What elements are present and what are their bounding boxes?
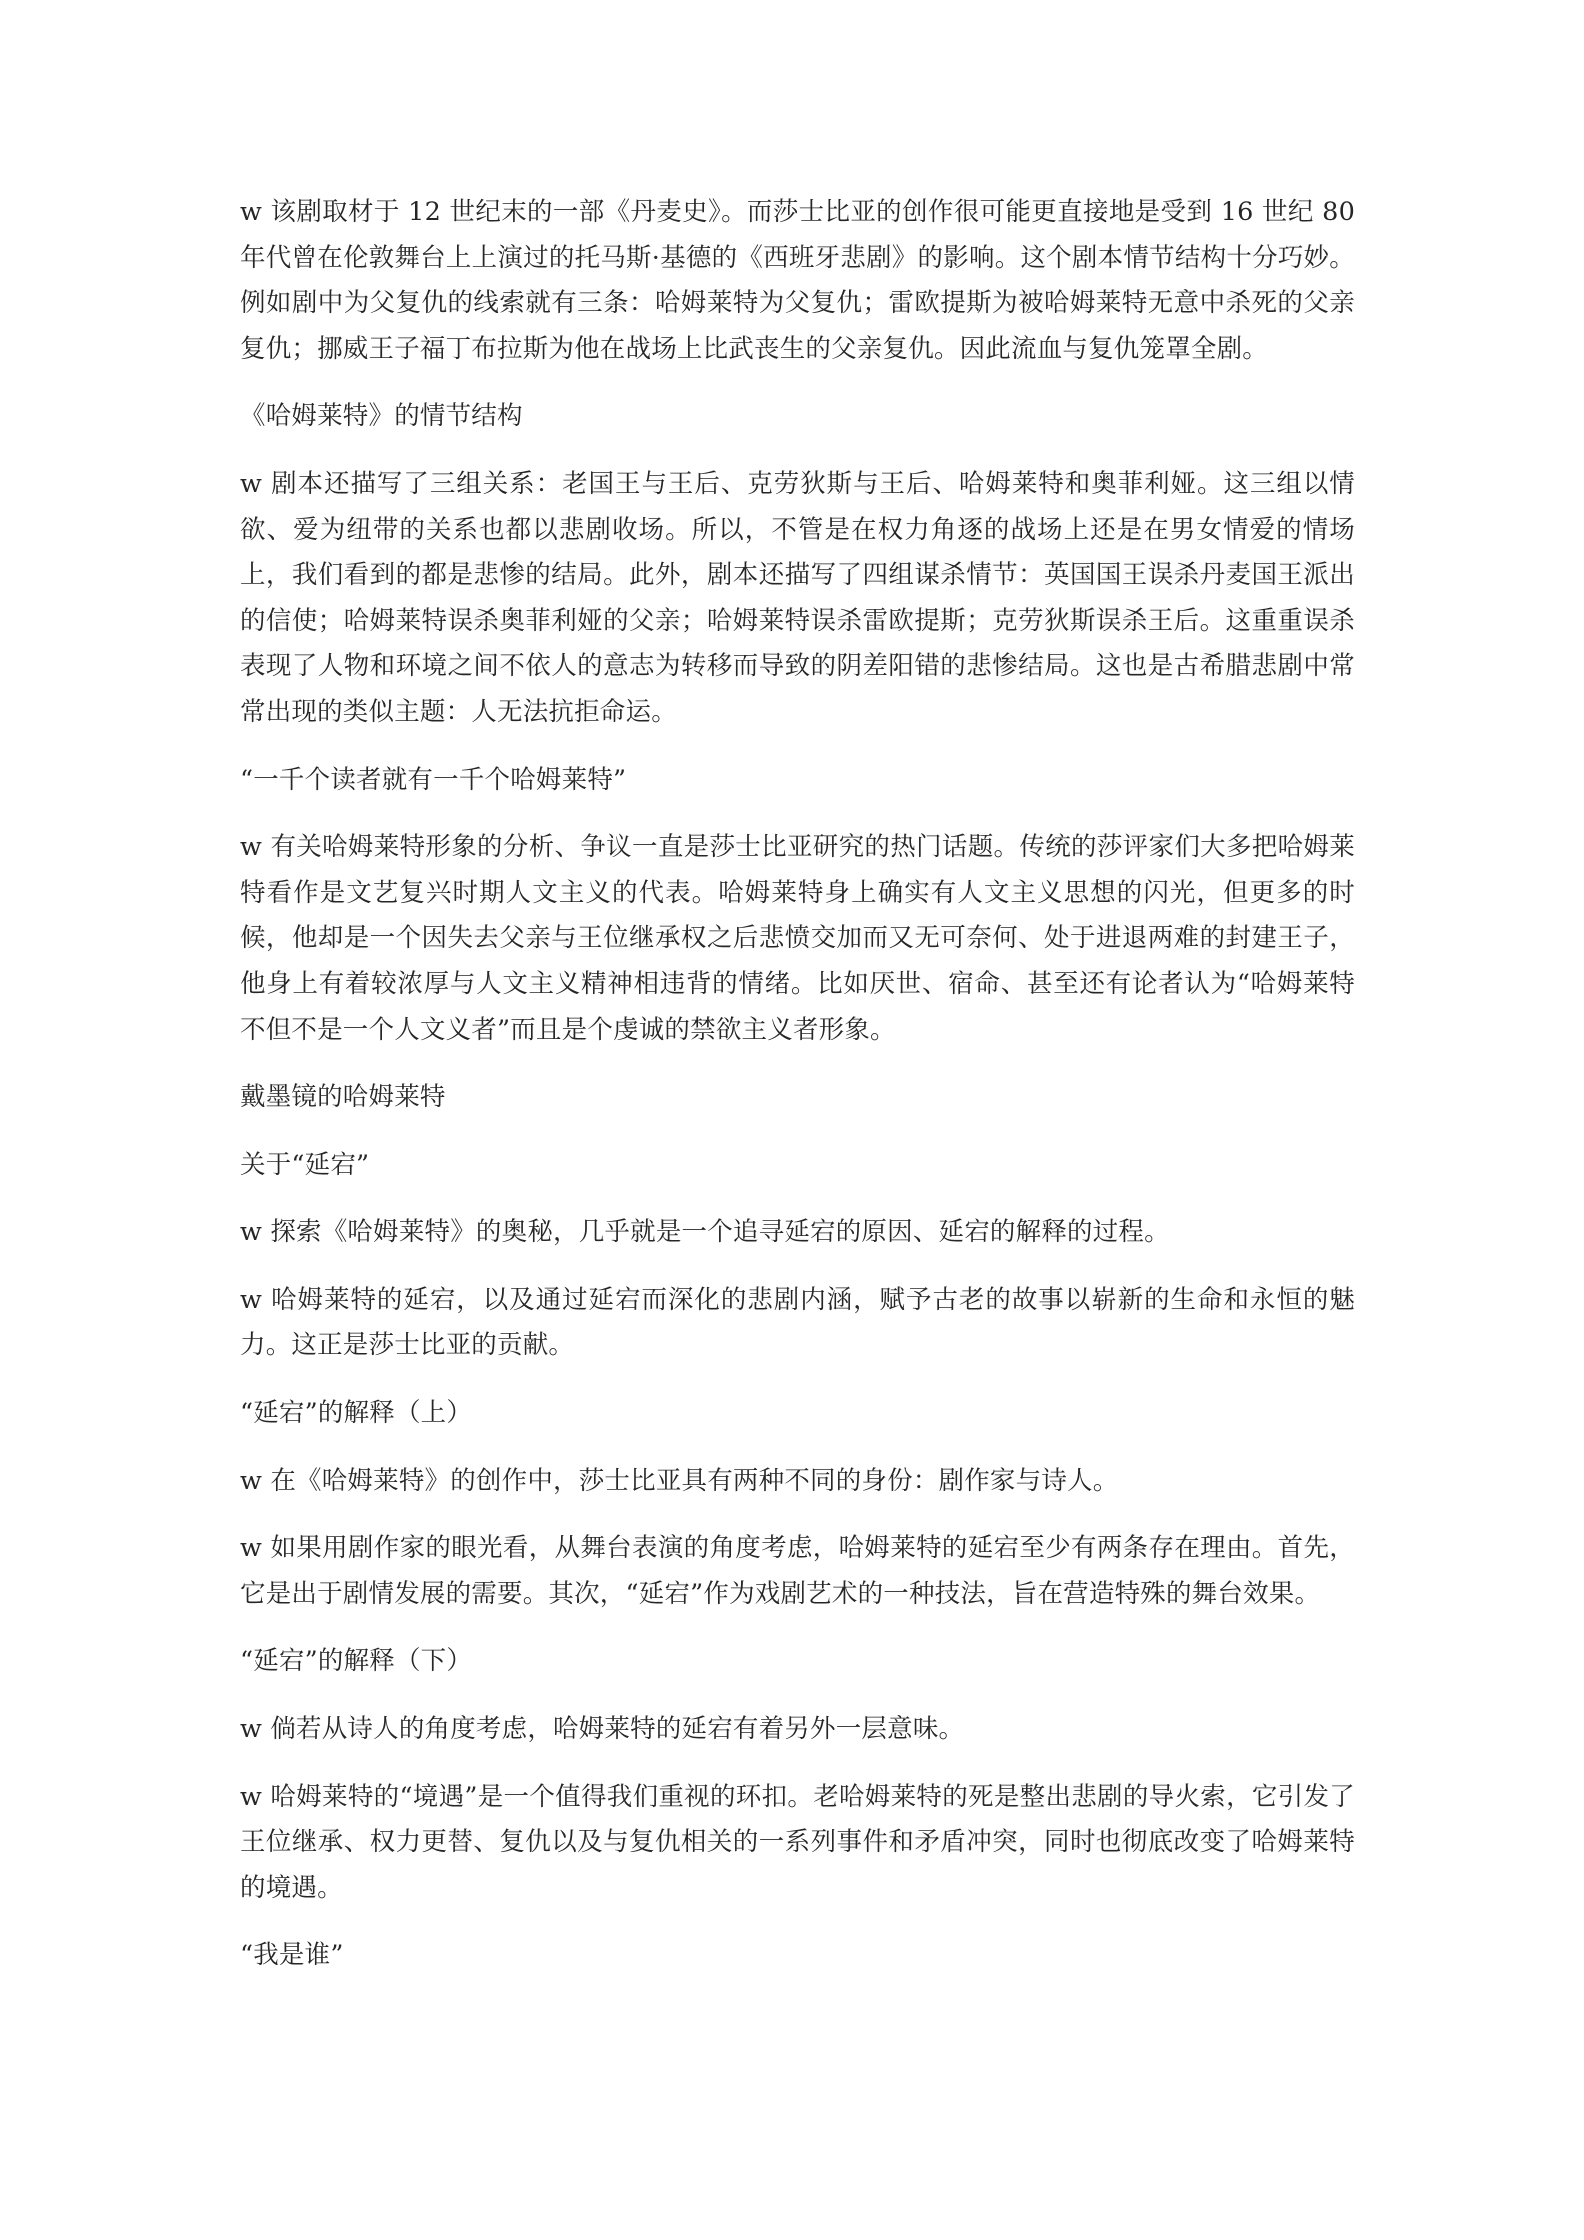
heading-about-delay: 关于“延宕” bbox=[240, 1149, 370, 1180]
paragraph-character-analysis: w 有关哈姆莱特形象的分析、争议一直是莎士比亚研究的热门话题。传统的莎评家们大多把哈姆莱特看作是文艺复兴时期人文主义的代表。哈姆莱特身上确实有人文主义思想的闪光，但更多的时候，他却是一个因失去父亲与王位继承权之后悲愤交加而又无可奈何、处于进退两难的封建王子，他身上有着较浓厚与人文主义精神相违背的情绪。比如厌世、宿命、甚至还有论者认为“哈姆莱特不但不是一个人文义者”而且是个虔诚的禁欲主义者形象。 bbox=[240, 832, 1355, 1045]
heading-delay-explanation-part1: “延宕”的解释（上） bbox=[240, 1398, 473, 1429]
paragraph-explore-mystery: w 探索《哈姆莱特》的奥秘，几乎就是一个追寻延宕的原因、延宕的解释的过程。 bbox=[240, 1217, 1170, 1248]
paragraph-hamlet-situation: w 哈姆莱特的“境遇”是一个值得我们重视的环扣。老哈姆莱特的死是整出悲剧的导火索，它引发了王位继承、权力更替、复仇以及与复仇相关的一系列事件和矛盾冲突，同时也彻底改变了哈姆莱特的境遇。 bbox=[240, 1781, 1355, 1903]
paragraph-two-identities: w 在《哈姆莱特》的创作中，莎士比亚具有两种不同的身份：剧作家与诗人。 bbox=[240, 1465, 1119, 1496]
paragraph-relationships: w 剧本还描写了三组关系：老国王与王后、克劳狄斯与王后、哈姆莱特和奥菲利娅。这三组以情欲、爱为纽带的关系也都以悲剧收场。所以，不管是在权力角逐的战场上还是在男女情爱的情场上，我们看到的都是悲惨的结局。此外，剧本还描写了四组谋杀情节：英国国王误杀丹麦国王派出的信使；哈姆莱特误杀奥菲利娅的父亲；哈姆莱特误杀雷欧提斯；克劳狄斯误杀王后。这重重误杀表现了人物和环境之间不依人的意志为转移而导致的阴差阳错的悲惨结局。这也是古希腊悲剧中常常出现的类似主题：人无法抗拒命运。 bbox=[240, 468, 1355, 727]
paragraph-playwright-view: w 如果用剧作家的眼光看，从舞台表演的角度考虑，哈姆莱特的延宕至少有两条存在理由。首先，它是出于剧情发展的需要。其次，“延宕”作为戏剧艺术的一种技法，旨在营造特殊的舞台效果。 bbox=[240, 1533, 1355, 1609]
paragraph-delay-contribution: w 哈姆莱特的延宕，以及通过延宕而深化的悲剧内涵，赋予古老的故事以崭新的生命和永恒的魅力。这正是莎士比亚的贡献。 bbox=[240, 1284, 1355, 1361]
heading-plot-structure: 《哈姆莱特》的情节结构 bbox=[240, 401, 523, 432]
heading-thousand-readers: “一千个读者就有一千个哈姆莱特” bbox=[240, 764, 627, 795]
heading-who-am-i: “我是谁” bbox=[240, 1940, 344, 1971]
paragraph-poet-view: w 倘若从诗人的角度考虑，哈姆莱特的延宕有着另外一层意味。 bbox=[240, 1714, 965, 1745]
heading-delay-explanation-part2: “延宕”的解释（下） bbox=[240, 1646, 473, 1677]
document-page bbox=[240, 190, 1355, 2001]
paragraph-source: w 该剧取材于 12 世纪末的一部《丹麦史》。而莎士比亚的创作很可能更直接地是受到 16 世纪 80 年代曾在伦敦舞台上上演过的托马斯·基德的《西班牙悲剧》的影响。这个剧本情节结构十分巧妙。例如剧中为父复仇的线索就有三条：哈姆莱特为父复仇；雷欧提斯为被哈姆莱特无意中杀死的父亲复仇；挪威王子福丁布拉斯为他在战场上比武丧生的父亲复仇。因此流血与复仇笼罩全剧。 bbox=[240, 197, 1355, 364]
heading-sunglasses-hamlet: 戴墨镜的哈姆莱特 bbox=[240, 1082, 446, 1113]
